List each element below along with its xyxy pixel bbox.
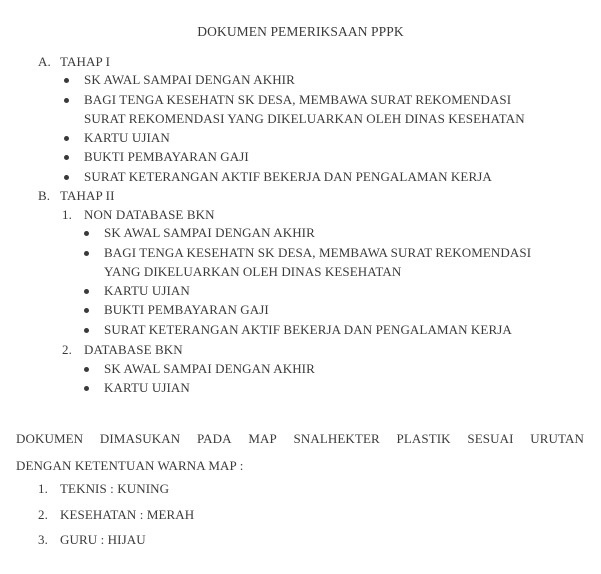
sub1-item: SURAT KETERANGAN AKTIF BEKERJA DAN PENGALAMAN KERJA [104,322,512,337]
section-a-item-continuation: SURAT REKOMENDASI YANG DIKELUARKAN OLEH DINAS KESEHATAN [84,111,525,126]
footer-word: SESUAI [467,431,514,446]
sub2-marker: 2. [62,342,72,357]
footer-list-marker: 1. [38,481,48,496]
section-b-heading: TAHAP II [60,188,115,203]
document-title: DOKUMEN PEMERIKSAAN PPPK [197,24,404,39]
footer-list-item: KESEHATAN : MERAH [60,507,195,522]
bullet-icon [84,251,89,256]
section-a-item: KARTU UJIAN [84,130,170,145]
sub1-marker: 1. [62,207,72,222]
section-a-item: BAGI TENGA KESEHATN SK DESA, MEMBAWA SURAT REKOMENDASI [84,92,512,107]
sub1-item: KARTU UJIAN [104,283,190,298]
footer-list-item: GURU : HIJAU [60,532,146,547]
bullet-icon [64,78,69,83]
footer-list-marker: 3. [38,532,48,547]
bullet-icon [84,231,89,236]
section-a-item: SK AWAL SAMPAI DENGAN AKHIR [84,72,295,87]
bullet-icon [64,155,69,160]
bullet-icon [84,386,89,391]
bullet-icon [84,367,89,372]
section-a-item: SURAT KETERANGAN AKTIF BEKERJA DAN PENGALAMAN KERJA [84,169,492,184]
bullet-icon [84,289,89,294]
sub2-item: SK AWAL SAMPAI DENGAN AKHIR [104,361,315,376]
footer-word: SNALHEKTER [293,431,380,446]
bullet-icon [84,308,89,313]
section-a-marker: A. [38,54,51,69]
footer-word: MAP [248,431,277,446]
sub2-heading: DATABASE BKN [84,342,183,357]
footer-list-marker: 2. [38,507,48,522]
footer-list-item: TEKNIS : KUNING [60,481,170,496]
footer-word: PLASTIK [396,431,451,446]
bullet-icon [84,328,89,333]
sub2-item: KARTU UJIAN [104,380,190,395]
footer-word: PADA [196,431,232,446]
footer-word: DOKUMEN [16,431,84,446]
sub1-heading: NON DATABASE BKN [84,207,215,222]
sub1-item-continuation: YANG DIKELUARKAN OLEH DINAS KESEHATAN [104,264,402,279]
sub1-item: BUKTI PEMBAYARAN GAJI [104,302,269,317]
sub1-item: SK AWAL SAMPAI DENGAN AKHIR [104,225,315,240]
footer-line-1 [16,430,584,448]
footer-line-2: DENGAN KETENTUAN WARNA MAP : [16,458,244,473]
bullet-icon [64,98,69,103]
bullet-icon [64,175,69,180]
footer-word: DIMASUKAN [99,431,181,446]
footer-word: URUTAN [530,431,584,446]
section-b-marker: B. [38,188,51,203]
sub1-item: BAGI TENGA KESEHATN SK DESA, MEMBAWA SURAT REKOMENDASI [104,245,532,260]
bullet-icon [64,136,69,141]
section-a-heading: TAHAP I [60,54,111,69]
section-a-item: BUKTI PEMBAYARAN GAJI [84,149,249,164]
